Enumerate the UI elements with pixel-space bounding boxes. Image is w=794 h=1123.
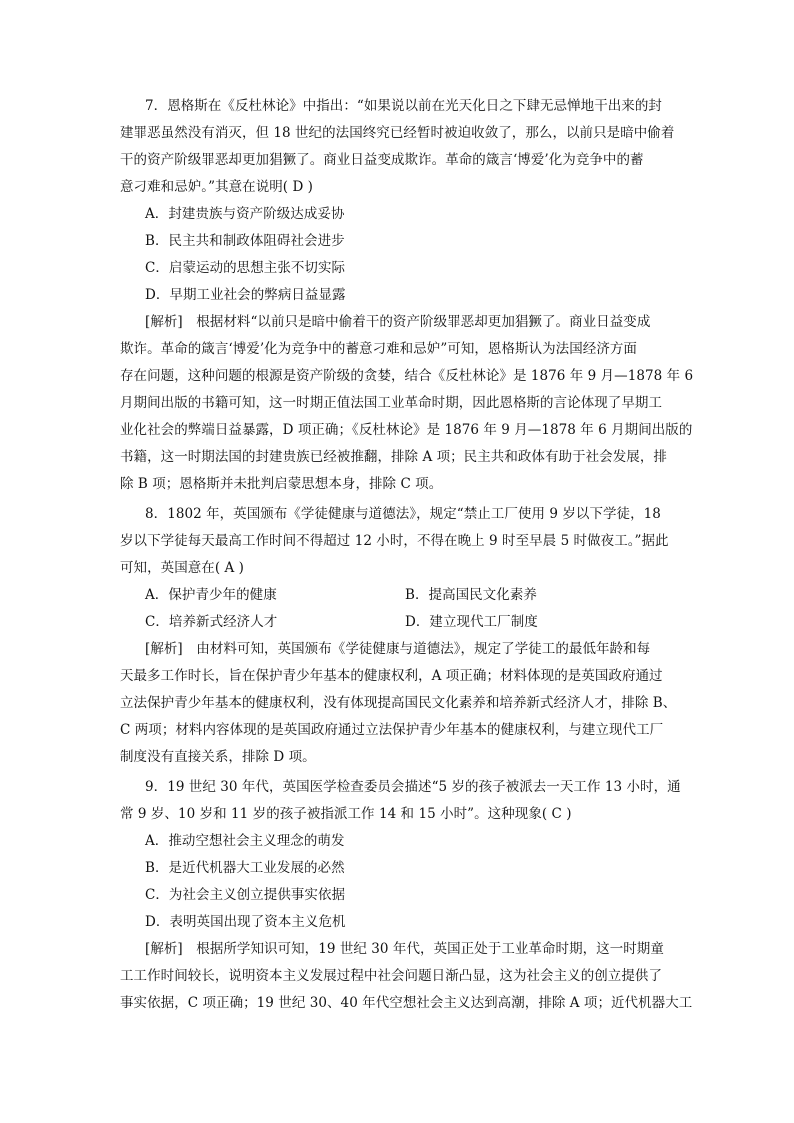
q8-option-a: A．保护青少年的健康 <box>145 587 277 603</box>
q7-stem-line-4: 意刁难和忌妒。”其意在说明( D ) <box>120 179 313 195</box>
q9-option-d: D．表明英国出现了资本主义危机 <box>145 914 346 930</box>
q7-analysis-line-1: [解析] 根据材料“以前只是暗中偷着干的资产阶级罪恶却更加猖獗了。商业日益变成 <box>145 314 651 330</box>
q8-option-b: B．提高国民文化素养 <box>405 587 537 603</box>
q9-stem-line-1: 9．19 世纪 30 年代，英国医学检查委员会描述“5 岁的孩子被派去一天工作 13 小时，通 <box>145 779 681 795</box>
q7-option-b: B．民主共和制政体阻碍社会进步 <box>145 233 345 249</box>
q9-stem-line-2: 常 9 岁、10 岁和 11 岁的孩子被指派工作 14 和 15 小时”。这种现象( C ) <box>120 806 572 822</box>
q9-option-c: C．为社会主义创立提供事实依据 <box>145 887 346 903</box>
q8-option-c: C．培养新式经济人才 <box>145 614 278 630</box>
q8-analysis-line-2: 天最多工作时长，旨在保护青少年基本的健康权利，A 项正确；材料体现的是英国政府通过 <box>120 668 663 684</box>
q8-analysis-line-3: 立法保护青少年基本的健康权利，没有体现提高国民文化素养和培养新式经济人才，排除 B、 <box>120 695 677 711</box>
q7-stem-line-3: 干的资产阶级罪恶却更加猖獗了。商业日益变成欺诈。革命的箴言‘博爱’化为竞争中的蓄 <box>120 152 644 168</box>
q9-option-b: B．是近代机器大工业发展的必然 <box>145 860 345 876</box>
q7-analysis-line-2: 欺诈。革命的箴言‘博爱’化为竞争中的蓄意刁难和忌妒”可知，恩格斯认为法国经济方面 <box>120 341 637 357</box>
q8-analysis-line-5: 制度没有直接关系，排除 D 项。 <box>120 749 316 765</box>
q7-analysis-line-7: 除 B 项；恩格斯并未批判启蒙思想本身，排除 C 项。 <box>120 476 443 492</box>
q7-analysis-line-4: 月期间出版的书籍可知，这一时期正值法国工业革命时期，因此恩格斯的言论体现了早期工 <box>120 395 662 411</box>
q8-option-d: D．建立现代工厂制度 <box>405 614 538 630</box>
q7-analysis-line-5: 业化社会的弊端日益暴露，D 项正确；《反杜林论》是 1876 年 9 月—1878 年 6 月期间出版的 <box>120 422 693 438</box>
q8-analysis-line-4: C 两项；材料内容体现的是英国政府通过立法保护青少年基本的健康权利，与建立现代工厂 <box>120 722 664 738</box>
q9-analysis-line-2: 工工作时间较长，说明资本主义发展过程中社会问题日渐凸显，这为社会主义的创立提供了 <box>120 968 662 984</box>
q7-analysis-line-3: 存在问题，这种问题的根源是资产阶级的贪婪，结合《反杜林论》是 1876 年 9 月—1878 年 6 <box>120 368 694 384</box>
q7-stem-line-1: 7．恩格斯在《反杜林论》中指出：“如果说以前在光天化日之下肆无忌惮地干出来的封 <box>145 98 662 114</box>
q8-stem-line-1: 8．1802 年，英国颁布《学徒健康与道德法》，规定“禁止工厂使用 9 岁以下学徒，18 <box>145 506 661 522</box>
q7-option-c: C．启蒙运动的思想主张不切实际 <box>145 260 346 276</box>
q7-stem-line-2: 建罪恶虽然没有消灭，但 18 世纪的法国终究已经暂时被迫收敛了，那么，以前只是暗中偷着 <box>120 125 675 141</box>
q8-analysis-line-1: [解析] 由材料可知，英国颁布《学徒健康与道德法》，规定了学徒工的最低年龄和每 <box>145 641 651 657</box>
q9-analysis-line-3: 事实依据，C 项正确；19 世纪 30、40 年代空想社会主义达到高潮，排除 A 项；近代机器大工 <box>120 995 693 1011</box>
q7-option-a: A．封建贵族与资产阶级达成妥协 <box>145 206 345 222</box>
q9-analysis-line-1: [解析] 根据所学知识可知，19 世纪 30 年代，英国正处于工业革命时期，这一时期童 <box>145 941 664 957</box>
q7-analysis-line-6: 书籍，这一时期法国的封建贵族已经被推翻，排除 A 项；民主共和政体有助于社会发展，排 <box>120 449 667 465</box>
q7-option-d: D．早期工业社会的弊病日益显露 <box>145 287 346 303</box>
q8-stem-line-2: 岁以下学徒每天最高工作时间不得超过 12 小时，不得在晚上 9 时至早晨 5 时做夜工。”据此 <box>120 533 669 549</box>
q8-stem-line-3: 可知，英国意在( A ) <box>120 560 244 576</box>
q9-option-a: A．推动空想社会主义理念的萌发 <box>145 833 345 849</box>
